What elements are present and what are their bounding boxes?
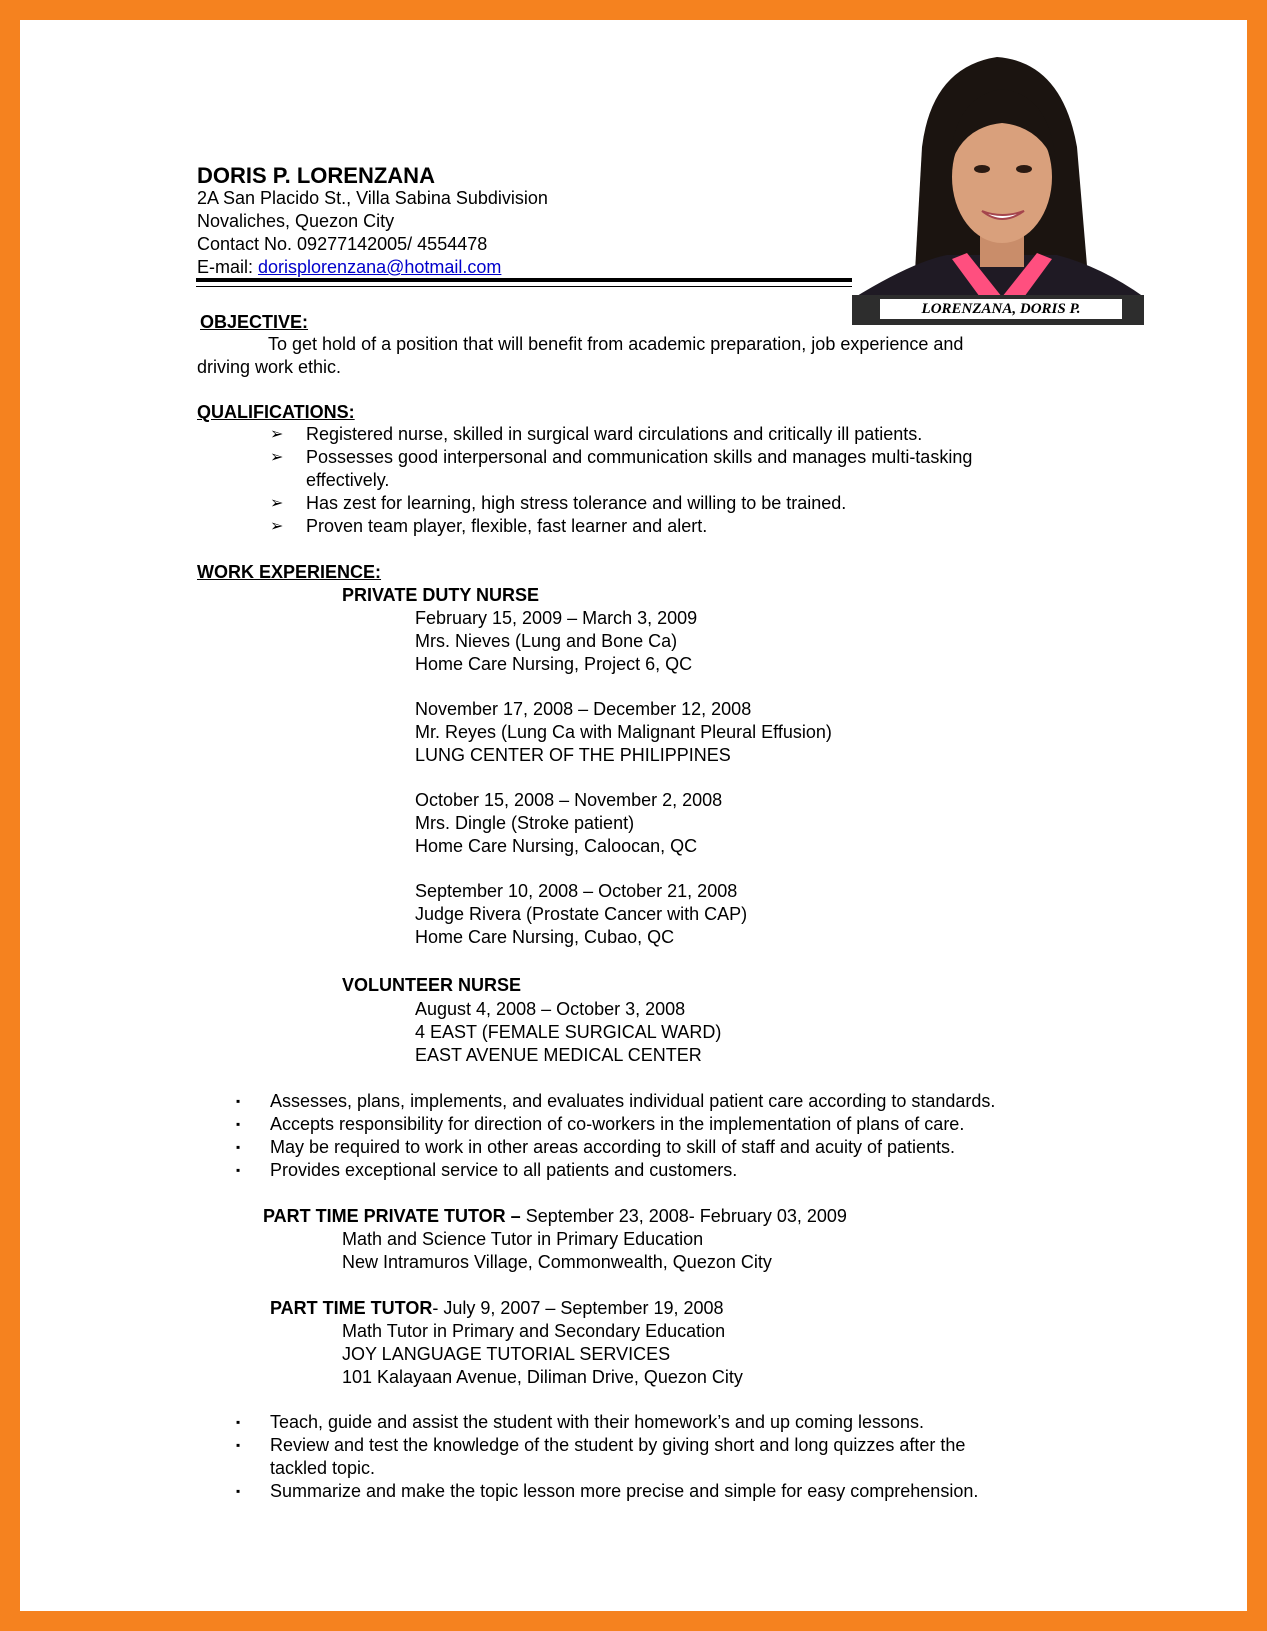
contact-number: Contact No. 09277142005/ 4554478 — [197, 234, 488, 254]
objective-heading: OBJECTIVE: — [200, 312, 309, 332]
qualification-item: Registered nurse, skilled in surgical ward circulations and critically ill patients. — [306, 424, 923, 444]
private-tutor-heading — [263, 1205, 847, 1228]
job-dates: November 17, 2008 – December 12, 2008 — [415, 699, 752, 719]
qualification-item-continued: effectively. — [306, 470, 390, 490]
applicant-name: DORIS P. LORENZANA — [197, 163, 435, 188]
tutor-duty-item: Review and test the knowledge of the student by giving short and long quizzes after the — [270, 1435, 966, 1455]
part-time-tutor-address: 101 Kalayaan Avenue, Diliman Drive, Quezon City — [342, 1367, 743, 1387]
objective-line-1: To get hold of a position that will benefit from academic preparation, job experience and — [268, 334, 964, 354]
square-bullet-icon: ▪ — [236, 1094, 241, 1108]
private-tutor-role: Math and Science Tutor in Primary Education — [342, 1229, 704, 1249]
square-bullet-icon: ▪ — [236, 1415, 241, 1429]
header-rule-thin — [196, 286, 852, 287]
header-rule-thick — [196, 278, 852, 282]
qualification-item: Proven team player, flexible, fast learner and alert. — [306, 516, 708, 536]
email-line — [197, 256, 501, 279]
volunteer-ward: 4 EAST (FEMALE SURGICAL WARD) — [415, 1022, 722, 1042]
tutor-duty-item: Summarize and make the topic lesson more precise and simple for easy comprehension. — [270, 1481, 979, 1501]
volunteer-hospital: EAST AVENUE MEDICAL CENTER — [415, 1045, 702, 1065]
square-bullet-icon: ▪ — [236, 1484, 241, 1498]
job-location: Home Care Nursing, Cubao, QC — [415, 927, 675, 947]
private-tutor-title: PART TIME PRIVATE TUTOR – — [263, 1206, 521, 1226]
private-tutor-dates: September 23, 2008- February 03, 2009 — [520, 1206, 847, 1226]
job-dates: September 10, 2008 – October 21, 2008 — [415, 881, 738, 901]
part-time-tutor-role: Math Tutor in Primary and Secondary Education — [342, 1321, 726, 1341]
job-patient: Mrs. Dingle (Stroke patient) — [415, 813, 635, 833]
duty-item: Accepts responsibility for direction of co-workers in the implementation of plans of care. — [270, 1114, 965, 1134]
arrow-bullet-icon: ➢ — [270, 495, 284, 512]
job-location: Home Care Nursing, Project 6, QC — [415, 654, 693, 674]
address-line-1: 2A San Placido St., Villa Sabina Subdivision — [197, 188, 548, 208]
photo-caption-bar — [852, 295, 1144, 325]
arrow-bullet-icon: ➢ — [270, 449, 284, 466]
job-dates: October 15, 2008 – November 2, 2008 — [415, 790, 723, 810]
duty-item: May be required to work in other areas according to skill of staff and acuity of patients. — [270, 1137, 956, 1157]
part-time-tutor-dates: - July 9, 2007 – September 19, 2008 — [432, 1298, 724, 1318]
private-duty-nurse-title: PRIVATE DUTY NURSE — [342, 585, 540, 605]
arrow-bullet-icon: ➢ — [270, 518, 284, 535]
square-bullet-icon: ▪ — [236, 1438, 241, 1452]
part-time-tutor-heading — [270, 1297, 724, 1320]
objective-line-2: driving work ethic. — [197, 357, 342, 377]
email-label: E-mail: — [197, 257, 259, 277]
work-experience-heading: WORK EXPERIENCE: — [197, 562, 382, 582]
job-patient: Mr. Reyes (Lung Ca with Malignant Pleural Effusion) — [415, 722, 832, 742]
qualification-item: Has zest for learning, high stress tolerance and willing to be trained. — [306, 493, 847, 513]
qualification-item: Possesses good interpersonal and communication skills and manages multi-tasking — [306, 447, 973, 467]
job-location: Home Care Nursing, Caloocan, QC — [415, 836, 698, 856]
private-tutor-location: New Intramuros Village, Commonwealth, Quezon City — [342, 1252, 772, 1272]
part-time-tutor-title: PART TIME TUTOR — [270, 1298, 433, 1318]
portrait-image — [852, 27, 1144, 325]
square-bullet-icon: ▪ — [236, 1163, 241, 1177]
photo-caption: LORENZANA, DORIS P. — [880, 299, 1122, 319]
square-bullet-icon: ▪ — [236, 1140, 241, 1154]
job-patient: Judge Rivera (Prostate Cancer with CAP) — [415, 904, 748, 924]
tutor-duty-item-continued: tackled topic. — [270, 1458, 376, 1478]
qualifications-heading: QUALIFICATIONS: — [197, 402, 355, 422]
tutor-duty-item: Teach, guide and assist the student with their homework’s and up coming lessons. — [270, 1412, 925, 1432]
arrow-bullet-icon: ➢ — [270, 426, 284, 443]
duty-item: Provides exceptional service to all patients and customers. — [270, 1160, 738, 1180]
volunteer-nurse-title: VOLUNTEER NURSE — [342, 975, 522, 995]
address-line-2: Novaliches, Quezon City — [197, 211, 395, 231]
volunteer-dates: August 4, 2008 – October 3, 2008 — [415, 999, 686, 1019]
job-dates: February 15, 2009 – March 3, 2009 — [415, 608, 698, 628]
email-link[interactable]: dorisplorenzana@hotmail.com — [258, 257, 502, 277]
square-bullet-icon: ▪ — [236, 1117, 241, 1131]
job-patient: Mrs. Nieves (Lung and Bone Ca) — [415, 631, 678, 651]
job-location: LUNG CENTER OF THE PHILIPPINES — [415, 745, 731, 765]
duty-item: Assesses, plans, implements, and evaluates individual patient care according to standards. — [270, 1091, 996, 1111]
part-time-tutor-company: JOY LANGUAGE TUTORIAL SERVICES — [342, 1344, 671, 1364]
applicant-photo — [852, 27, 1144, 325]
